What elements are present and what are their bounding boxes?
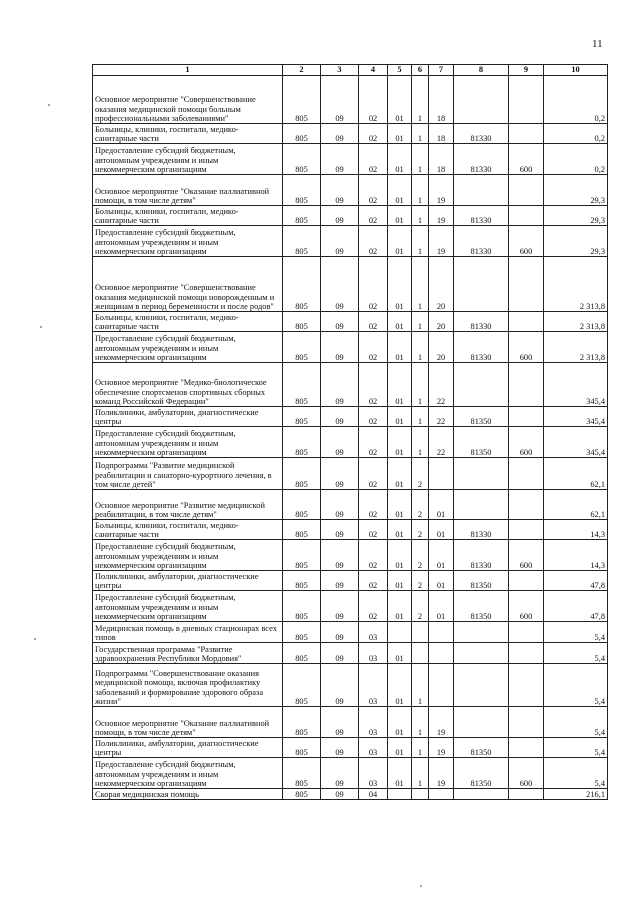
row-cell-col-8: 81330 — [454, 124, 509, 144]
row-cell-col-6: 2 — [412, 571, 429, 591]
row-cell-col-10: 345,4 — [544, 363, 608, 407]
row-cell-col-3: 09 — [321, 458, 359, 490]
table-row — [93, 738, 608, 758]
row-cell-col-9 — [509, 312, 544, 332]
row-cell-col-7: 01 — [429, 490, 454, 520]
row-cell-col-9: 600 — [509, 540, 544, 571]
row-cell-col-7 — [429, 643, 454, 664]
row-cell-col-10: 2 313,8 — [544, 257, 608, 312]
row-cell-col-6 — [412, 789, 429, 800]
row-cell-col-5: 01 — [388, 758, 412, 789]
row-name-cell: Основное мероприятие "Совершенствование оказания медицинской помощи новорожденным и женщинам в период беременности и после родов" — [93, 257, 283, 312]
row-cell-col-10: 0,2 — [544, 76, 608, 124]
row-cell-col-9 — [509, 520, 544, 540]
row-cell-col-2: 805 — [283, 458, 321, 490]
row-cell-col-3: 09 — [321, 738, 359, 758]
row-cell-col-5: 01 — [388, 312, 412, 332]
row-cell-col-9 — [509, 407, 544, 427]
row-cell-col-10: 62,1 — [544, 458, 608, 490]
row-cell-col-7: 19 — [429, 707, 454, 738]
row-cell-col-6: 1 — [412, 363, 429, 407]
row-cell-col-6: 1 — [412, 758, 429, 789]
row-cell-col-3: 09 — [321, 427, 359, 458]
row-cell-col-10: 5,4 — [544, 707, 608, 738]
row-cell-col-2: 805 — [283, 758, 321, 789]
row-cell-col-6: 1 — [412, 257, 429, 312]
row-cell-col-4: 03 — [359, 707, 388, 738]
row-cell-col-4: 02 — [359, 540, 388, 571]
row-cell-col-7: 22 — [429, 407, 454, 427]
row-cell-col-4: 02 — [359, 226, 388, 257]
row-cell-col-3: 09 — [321, 257, 359, 312]
row-cell-col-9 — [509, 664, 544, 707]
row-cell-col-5: 01 — [388, 206, 412, 226]
row-cell-col-6: 1 — [412, 427, 429, 458]
row-cell-col-8: 81350 — [454, 758, 509, 789]
row-name-cell: Основное мероприятие "Медико-биологическое обеспечение спортсменов спортивных сборных команд Российской Федерации" — [93, 363, 283, 407]
row-cell-col-2: 805 — [283, 206, 321, 226]
row-cell-col-7 — [429, 622, 454, 643]
table-row — [93, 332, 608, 363]
row-name-cell: Предоставление субсидий бюджетным, автономным учреждениям и иным некоммерческим организациям — [93, 226, 283, 257]
row-cell-col-10: 14,3 — [544, 540, 608, 571]
row-cell-col-5: 01 — [388, 490, 412, 520]
row-cell-col-6: 1 — [412, 407, 429, 427]
table-row — [93, 226, 608, 257]
row-name-cell: Больницы, клиники, госпитали, медико-санитарные части — [93, 312, 283, 332]
row-name-cell: Подпрограмма "Совершенствование оказания медицинской помощи, включая профилактику заболеваний и формирование здорового образа жизни" — [93, 664, 283, 707]
row-cell-col-2: 805 — [283, 540, 321, 571]
row-cell-col-6: 1 — [412, 144, 429, 175]
row-cell-col-8 — [454, 643, 509, 664]
table-row — [93, 540, 608, 571]
row-cell-col-8: 81330 — [454, 206, 509, 226]
header-col-6: 6 — [412, 65, 429, 76]
row-name-cell: Скорая медицинская помощь — [93, 789, 283, 800]
header-col-10: 10 — [544, 65, 608, 76]
row-cell-col-7: 18 — [429, 144, 454, 175]
table-row — [93, 76, 608, 124]
row-cell-col-3: 09 — [321, 363, 359, 407]
table-row — [93, 407, 608, 427]
table-row — [93, 257, 608, 312]
row-cell-col-5: 01 — [388, 643, 412, 664]
row-cell-col-9 — [509, 458, 544, 490]
row-cell-col-3: 09 — [321, 124, 359, 144]
row-cell-col-8: 81330 — [454, 540, 509, 571]
row-cell-col-3: 09 — [321, 758, 359, 789]
table-row — [93, 758, 608, 789]
row-cell-col-9 — [509, 175, 544, 206]
table-row — [93, 622, 608, 643]
header-col-1: 1 — [93, 65, 283, 76]
row-cell-col-6: 2 — [412, 540, 429, 571]
row-cell-col-2: 805 — [283, 520, 321, 540]
row-cell-col-10: 345,4 — [544, 407, 608, 427]
row-cell-col-7: 01 — [429, 591, 454, 622]
table-row — [93, 458, 608, 490]
row-cell-col-10: 5,4 — [544, 758, 608, 789]
row-cell-col-4: 02 — [359, 571, 388, 591]
row-cell-col-6: 1 — [412, 738, 429, 758]
row-cell-col-6: 2 — [412, 520, 429, 540]
table-row — [93, 427, 608, 458]
row-cell-col-8: 81350 — [454, 427, 509, 458]
row-cell-col-3: 09 — [321, 643, 359, 664]
row-cell-col-8 — [454, 458, 509, 490]
row-cell-col-4: 02 — [359, 363, 388, 407]
row-cell-col-5: 01 — [388, 144, 412, 175]
row-cell-col-9 — [509, 206, 544, 226]
row-cell-col-6: 1 — [412, 226, 429, 257]
row-cell-col-9 — [509, 76, 544, 124]
table-row — [93, 175, 608, 206]
row-cell-col-3: 09 — [321, 490, 359, 520]
table-row — [93, 591, 608, 622]
row-cell-col-4: 04 — [359, 789, 388, 800]
row-cell-col-4: 02 — [359, 124, 388, 144]
row-cell-col-2: 805 — [283, 312, 321, 332]
row-cell-col-3: 09 — [321, 407, 359, 427]
row-name-cell: Основное мероприятие "Совершенствование оказания медицинской помощи больным профессиональными заболеваниями" — [93, 76, 283, 124]
row-name-cell: Подпрограмма "Развитие медицинской реабилитации и санаторно-курортного лечения, в том числе детей" — [93, 458, 283, 490]
table-header-row — [93, 65, 608, 76]
row-cell-col-2: 805 — [283, 591, 321, 622]
row-cell-col-3: 09 — [321, 332, 359, 363]
row-cell-col-8: 81330 — [454, 520, 509, 540]
row-cell-col-4: 03 — [359, 664, 388, 707]
table-row — [93, 124, 608, 144]
row-cell-col-5: 01 — [388, 124, 412, 144]
header-col-4: 4 — [359, 65, 388, 76]
row-cell-col-3: 09 — [321, 591, 359, 622]
row-cell-col-6: 1 — [412, 332, 429, 363]
row-cell-col-9 — [509, 622, 544, 643]
row-cell-col-2: 805 — [283, 427, 321, 458]
row-cell-col-6: 1 — [412, 124, 429, 144]
row-name-cell: Предоставление субсидий бюджетным, автономным учреждениям и иным некоммерческим организациям — [93, 144, 283, 175]
row-cell-col-5: 01 — [388, 591, 412, 622]
row-name-cell: Медицинская помощь в дневных стационарах всех типов — [93, 622, 283, 643]
row-cell-col-8 — [454, 707, 509, 738]
row-cell-col-3: 09 — [321, 664, 359, 707]
row-cell-col-8 — [454, 664, 509, 707]
scan-speck — [40, 326, 42, 328]
row-cell-col-3: 09 — [321, 226, 359, 257]
header-col-3: 3 — [321, 65, 359, 76]
row-cell-col-2: 805 — [283, 622, 321, 643]
row-cell-col-7: 19 — [429, 226, 454, 257]
row-cell-col-8: 81330 — [454, 144, 509, 175]
row-cell-col-10: 345,4 — [544, 427, 608, 458]
row-cell-col-2: 805 — [283, 707, 321, 738]
row-cell-col-10: 29,3 — [544, 226, 608, 257]
row-cell-col-8: 81330 — [454, 226, 509, 257]
row-cell-col-9 — [509, 738, 544, 758]
row-cell-col-7: 22 — [429, 363, 454, 407]
row-cell-col-4: 02 — [359, 206, 388, 226]
table-row — [93, 571, 608, 591]
row-cell-col-9 — [509, 257, 544, 312]
row-cell-col-10: 0,2 — [544, 124, 608, 144]
row-cell-col-5 — [388, 622, 412, 643]
row-cell-col-4: 02 — [359, 332, 388, 363]
table-body — [93, 76, 608, 800]
row-cell-col-8 — [454, 789, 509, 800]
row-cell-col-9: 600 — [509, 226, 544, 257]
row-cell-col-8 — [454, 76, 509, 124]
row-cell-col-9 — [509, 124, 544, 144]
row-cell-col-6: 1 — [412, 175, 429, 206]
row-cell-col-4: 02 — [359, 407, 388, 427]
table-row — [93, 206, 608, 226]
row-name-cell: Предоставление субсидий бюджетным, автономным учреждениям и иным некоммерческим организациям — [93, 591, 283, 622]
row-cell-col-4: 02 — [359, 490, 388, 520]
row-cell-col-6: 1 — [412, 707, 429, 738]
row-cell-col-10: 216,1 — [544, 789, 608, 800]
table-row — [93, 643, 608, 664]
row-cell-col-8 — [454, 257, 509, 312]
row-cell-col-9 — [509, 707, 544, 738]
row-cell-col-8 — [454, 622, 509, 643]
row-cell-col-10: 29,3 — [544, 175, 608, 206]
row-cell-col-7: 19 — [429, 206, 454, 226]
row-cell-col-3: 09 — [321, 520, 359, 540]
row-cell-col-5: 01 — [388, 76, 412, 124]
row-cell-col-4: 02 — [359, 175, 388, 206]
row-cell-col-8 — [454, 363, 509, 407]
row-cell-col-4: 02 — [359, 76, 388, 124]
row-cell-col-6: 1 — [412, 206, 429, 226]
row-cell-col-5: 01 — [388, 332, 412, 363]
table-row — [93, 490, 608, 520]
row-cell-col-8: 81350 — [454, 571, 509, 591]
row-cell-col-9 — [509, 643, 544, 664]
row-cell-col-5: 01 — [388, 407, 412, 427]
row-cell-col-6 — [412, 643, 429, 664]
header-col-9: 9 — [509, 65, 544, 76]
row-cell-col-9 — [509, 571, 544, 591]
row-cell-col-4: 02 — [359, 591, 388, 622]
row-name-cell: Предоставление субсидий бюджетным, автономным учреждениям и иным некоммерческим организациям — [93, 758, 283, 789]
row-cell-col-5: 01 — [388, 363, 412, 407]
row-cell-col-2: 805 — [283, 124, 321, 144]
row-cell-col-10: 2 313,8 — [544, 332, 608, 363]
table-row — [93, 312, 608, 332]
row-cell-col-9: 600 — [509, 427, 544, 458]
row-cell-col-10: 5,4 — [544, 664, 608, 707]
row-cell-col-2: 805 — [283, 226, 321, 257]
row-cell-col-4: 02 — [359, 144, 388, 175]
row-cell-col-3: 09 — [321, 789, 359, 800]
row-cell-col-9 — [509, 363, 544, 407]
row-cell-col-2: 805 — [283, 363, 321, 407]
row-cell-col-8: 81330 — [454, 332, 509, 363]
row-cell-col-4: 02 — [359, 257, 388, 312]
row-cell-col-6: 2 — [412, 591, 429, 622]
row-cell-col-6: 2 — [412, 458, 429, 490]
header-col-2: 2 — [283, 65, 321, 76]
row-cell-col-6: 1 — [412, 76, 429, 124]
table-row — [93, 363, 608, 407]
row-cell-col-2: 805 — [283, 789, 321, 800]
row-cell-col-5: 01 — [388, 664, 412, 707]
row-name-cell: Больницы, клиники, госпитали, медико-санитарные части — [93, 124, 283, 144]
row-name-cell: Поликлиники, амбулатории, диагностические центры — [93, 407, 283, 427]
header-col-8: 8 — [454, 65, 509, 76]
row-cell-col-3: 09 — [321, 206, 359, 226]
table-row — [93, 144, 608, 175]
row-cell-col-7: 22 — [429, 427, 454, 458]
row-cell-col-7: 18 — [429, 76, 454, 124]
row-cell-col-5: 01 — [388, 707, 412, 738]
row-name-cell: Предоставление субсидий бюджетным, автономным учреждениям и иным некоммерческим организациям — [93, 427, 283, 458]
row-cell-col-2: 805 — [283, 144, 321, 175]
row-name-cell: Основное мероприятие "Развитие медицинской реабилитации, в том числе детям" — [93, 490, 283, 520]
scan-speck — [48, 104, 50, 106]
row-cell-col-4: 02 — [359, 520, 388, 540]
budget-table — [92, 64, 608, 800]
row-cell-col-6: 1 — [412, 312, 429, 332]
row-cell-col-3: 09 — [321, 540, 359, 571]
row-cell-col-3: 09 — [321, 76, 359, 124]
row-cell-col-10: 5,4 — [544, 622, 608, 643]
page-number: 11 — [592, 38, 603, 50]
header-col-7: 7 — [429, 65, 454, 76]
row-cell-col-7: 18 — [429, 124, 454, 144]
row-cell-col-7: 19 — [429, 738, 454, 758]
row-cell-col-7 — [429, 664, 454, 707]
row-name-cell: Государственная программа "Развитие здравоохранения Республики Мордовия" — [93, 643, 283, 664]
row-cell-col-9 — [509, 789, 544, 800]
row-cell-col-5: 01 — [388, 175, 412, 206]
row-cell-col-7: 01 — [429, 540, 454, 571]
row-cell-col-3: 09 — [321, 175, 359, 206]
row-cell-col-6: 1 — [412, 664, 429, 707]
row-cell-col-3: 09 — [321, 707, 359, 738]
row-cell-col-5: 01 — [388, 540, 412, 571]
row-cell-col-4: 02 — [359, 458, 388, 490]
row-cell-col-10: 14,3 — [544, 520, 608, 540]
row-name-cell: Поликлиники, амбулатории, диагностические центры — [93, 571, 283, 591]
row-cell-col-4: 02 — [359, 312, 388, 332]
row-cell-col-4: 03 — [359, 622, 388, 643]
row-cell-col-8 — [454, 490, 509, 520]
row-cell-col-4: 02 — [359, 427, 388, 458]
row-cell-col-4: 03 — [359, 643, 388, 664]
row-name-cell: Поликлиники, амбулатории, диагностические центры — [93, 738, 283, 758]
row-name-cell: Предоставление субсидий бюджетным, автономным учреждениям и иным некоммерческим организациям — [93, 540, 283, 571]
row-cell-col-2: 805 — [283, 490, 321, 520]
table-row — [93, 664, 608, 707]
scan-speck — [34, 638, 36, 640]
row-cell-col-9: 600 — [509, 332, 544, 363]
table-row — [93, 789, 608, 800]
row-cell-col-9: 600 — [509, 758, 544, 789]
row-cell-col-9: 600 — [509, 144, 544, 175]
row-cell-col-7: 20 — [429, 312, 454, 332]
row-name-cell: Предоставление субсидий бюджетным, автономным учреждениям и иным некоммерческим организациям — [93, 332, 283, 363]
row-name-cell: Основное мероприятие "Оказание паллиативной помощи, в том числе детям" — [93, 707, 283, 738]
row-cell-col-5: 01 — [388, 571, 412, 591]
row-name-cell: Больницы, клиники, госпитали, медико-санитарные части — [93, 206, 283, 226]
row-cell-col-10: 29,3 — [544, 206, 608, 226]
row-cell-col-10: 5,4 — [544, 643, 608, 664]
row-cell-col-10: 47,8 — [544, 591, 608, 622]
row-cell-col-5: 01 — [388, 226, 412, 257]
row-cell-col-2: 805 — [283, 407, 321, 427]
row-cell-col-6 — [412, 622, 429, 643]
row-name-cell: Больницы, клиники, госпитали, медико-санитарные части — [93, 520, 283, 540]
row-cell-col-5: 01 — [388, 520, 412, 540]
row-cell-col-8: 81330 — [454, 312, 509, 332]
row-cell-col-7: 20 — [429, 332, 454, 363]
row-cell-col-10: 0,2 — [544, 144, 608, 175]
row-cell-col-8: 81350 — [454, 407, 509, 427]
row-cell-col-10: 2 313,8 — [544, 312, 608, 332]
row-cell-col-2: 805 — [283, 664, 321, 707]
row-cell-col-7: 19 — [429, 175, 454, 206]
row-cell-col-3: 09 — [321, 622, 359, 643]
row-cell-col-8: 81350 — [454, 591, 509, 622]
row-cell-col-7: 01 — [429, 571, 454, 591]
row-cell-col-6: 2 — [412, 490, 429, 520]
row-cell-col-8 — [454, 175, 509, 206]
header-col-5: 5 — [388, 65, 412, 76]
row-cell-col-9 — [509, 490, 544, 520]
row-cell-col-2: 805 — [283, 257, 321, 312]
row-name-cell: Основное мероприятие "Оказание паллиативной помощи, в том числе детям" — [93, 175, 283, 206]
row-cell-col-10: 62,1 — [544, 490, 608, 520]
scan-speck — [420, 885, 422, 887]
row-cell-col-10: 5,4 — [544, 738, 608, 758]
row-cell-col-2: 805 — [283, 175, 321, 206]
row-cell-col-9: 600 — [509, 591, 544, 622]
row-cell-col-2: 805 — [283, 332, 321, 363]
row-cell-col-7: 19 — [429, 758, 454, 789]
row-cell-col-2: 805 — [283, 643, 321, 664]
row-cell-col-4: 03 — [359, 758, 388, 789]
row-cell-col-5: 01 — [388, 458, 412, 490]
row-cell-col-5: 01 — [388, 738, 412, 758]
row-cell-col-5 — [388, 789, 412, 800]
row-cell-col-4: 03 — [359, 738, 388, 758]
row-cell-col-3: 09 — [321, 312, 359, 332]
row-cell-col-2: 805 — [283, 571, 321, 591]
row-cell-col-5: 01 — [388, 427, 412, 458]
row-cell-col-3: 09 — [321, 571, 359, 591]
row-cell-col-7 — [429, 458, 454, 490]
row-cell-col-3: 09 — [321, 144, 359, 175]
row-cell-col-8: 81350 — [454, 738, 509, 758]
row-cell-col-7: 01 — [429, 520, 454, 540]
table-row — [93, 520, 608, 540]
row-cell-col-2: 805 — [283, 738, 321, 758]
table-row — [93, 707, 608, 738]
row-cell-col-2: 805 — [283, 76, 321, 124]
row-cell-col-7: 20 — [429, 257, 454, 312]
row-cell-col-7 — [429, 789, 454, 800]
row-cell-col-5: 01 — [388, 257, 412, 312]
row-cell-col-10: 47,8 — [544, 571, 608, 591]
